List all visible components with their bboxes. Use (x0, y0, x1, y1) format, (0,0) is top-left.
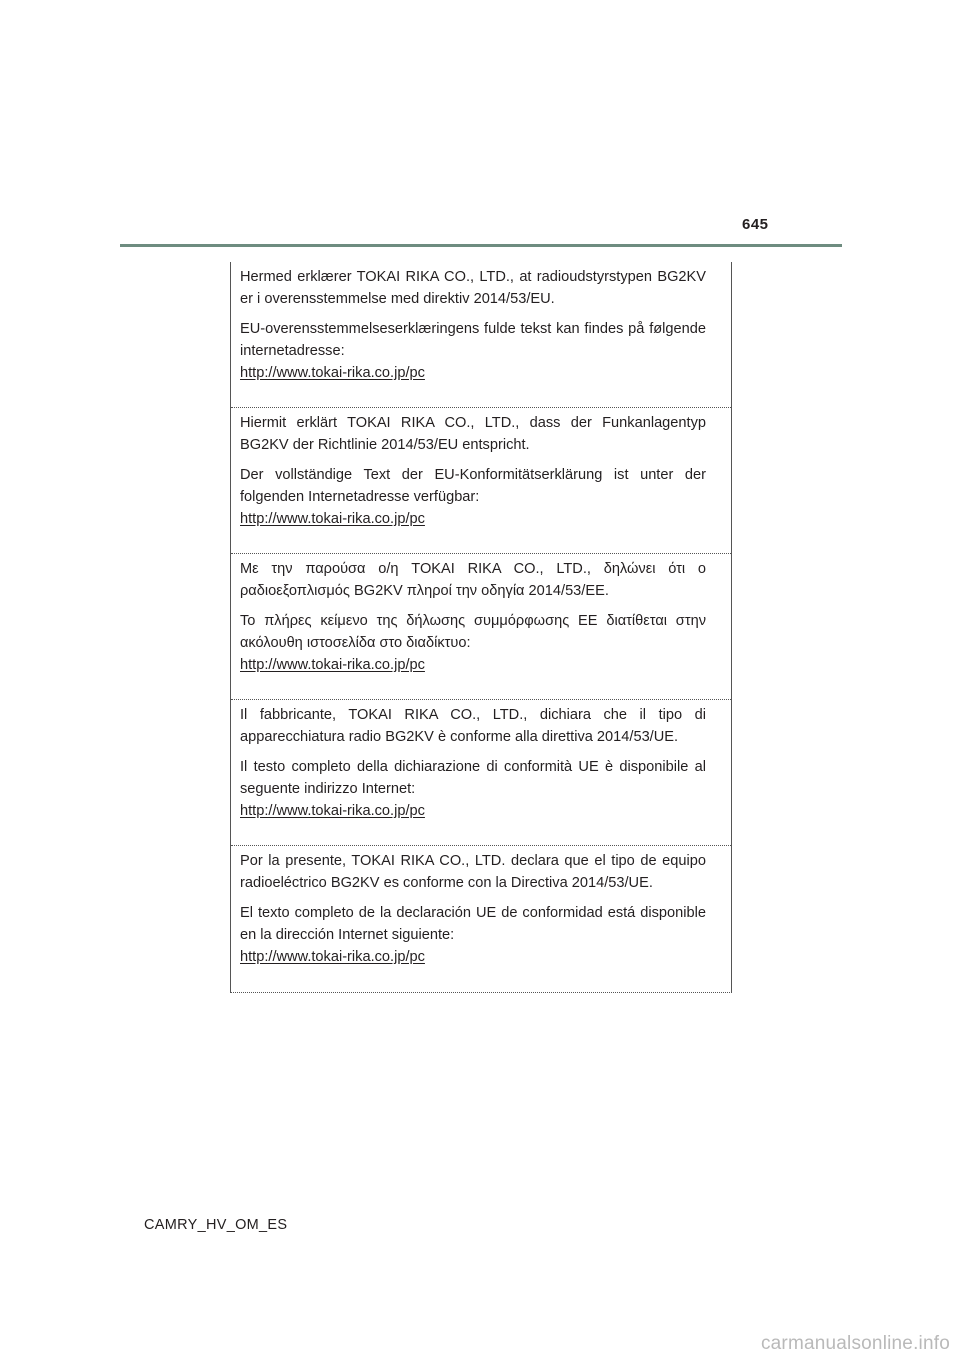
availability-text (240, 756, 706, 822)
declaration-section-italian (231, 700, 731, 846)
declaration-table (230, 262, 732, 993)
watermark: carmanualsonline.info (760, 1333, 950, 1354)
availability-label: El texto completo de la declaración UE de conformidad está disponible en la dirección Internet siguiente: (240, 905, 706, 943)
declaration-section-danish (231, 262, 731, 408)
declaration-url-link[interactable]: http://www.tokai-rika.co.jp/pc (240, 657, 425, 673)
declaration-text: Por la presente, TOKAI RIKA CO., LTD. declara que el tipo de equipo radioeléctrico BG2KV es conforme con la Directiva 2014/53/UE. (240, 853, 706, 891)
availability-label: Il testo completo della dichiarazione di conformità UE è disponibile al seguente indirizzo Internet: (240, 759, 706, 797)
declaration-url-link[interactable]: http://www.tokai-rika.co.jp/pc (240, 949, 425, 965)
declaration-text: Με την παρούσα ο/η TOKAI RIKA CO., LTD., δηλώνει ότι ο ραδιοεξοπλισμός BG2KV πληροί την οδηγία 2014/53/ΕΕ. (240, 561, 706, 599)
availability-text (240, 464, 706, 530)
availability-text (240, 902, 706, 968)
declaration-text: Hiermit erklärt TOKAI RIKA CO., LTD., dass der Funkanlagentyp BG2KV der Richtlinie 2014/53/EU entspricht. (240, 415, 706, 453)
declaration-section-spanish (231, 846, 731, 992)
declaration-url-link[interactable]: http://www.tokai-rika.co.jp/pc (240, 365, 425, 381)
page-number: 645 (742, 216, 769, 233)
availability-label: Der vollständige Text der EU-Konformitätserklärung ist unter der folgenden Internetadresse verfügbar: (240, 467, 706, 505)
declaration-section-greek (231, 554, 731, 700)
header-rule (120, 244, 842, 247)
availability-text (240, 318, 706, 384)
declaration-text: Il fabbricante, TOKAI RIKA CO., LTD., dichiara che il tipo di apparecchiatura radio BG2KV è conforme alla direttiva 2014/53/UE. (240, 707, 706, 745)
declaration-section-german (231, 408, 731, 554)
availability-text (240, 610, 706, 676)
declaration-url-link[interactable]: http://www.tokai-rika.co.jp/pc (240, 803, 425, 819)
manual-code: CAMRY_HV_OM_ES (144, 1217, 288, 1233)
declaration-text: Hermed erklærer TOKAI RIKA CO., LTD., at radioudstyrstypen BG2KV er i overensstemmelse med direktiv 2014/53/EU. (240, 269, 706, 307)
availability-label: EU-overensstemmelseserklæringens fulde tekst kan findes på følgende internetadresse: (240, 321, 706, 359)
declaration-url-link[interactable]: http://www.tokai-rika.co.jp/pc (240, 511, 425, 527)
availability-label: Το πλήρες κείμενο της δήλωσης συμμόρφωσης ΕΕ διατίθεται στην ακόλουθη ιστοσελίδα στο διαδίκτυο: (240, 613, 706, 651)
